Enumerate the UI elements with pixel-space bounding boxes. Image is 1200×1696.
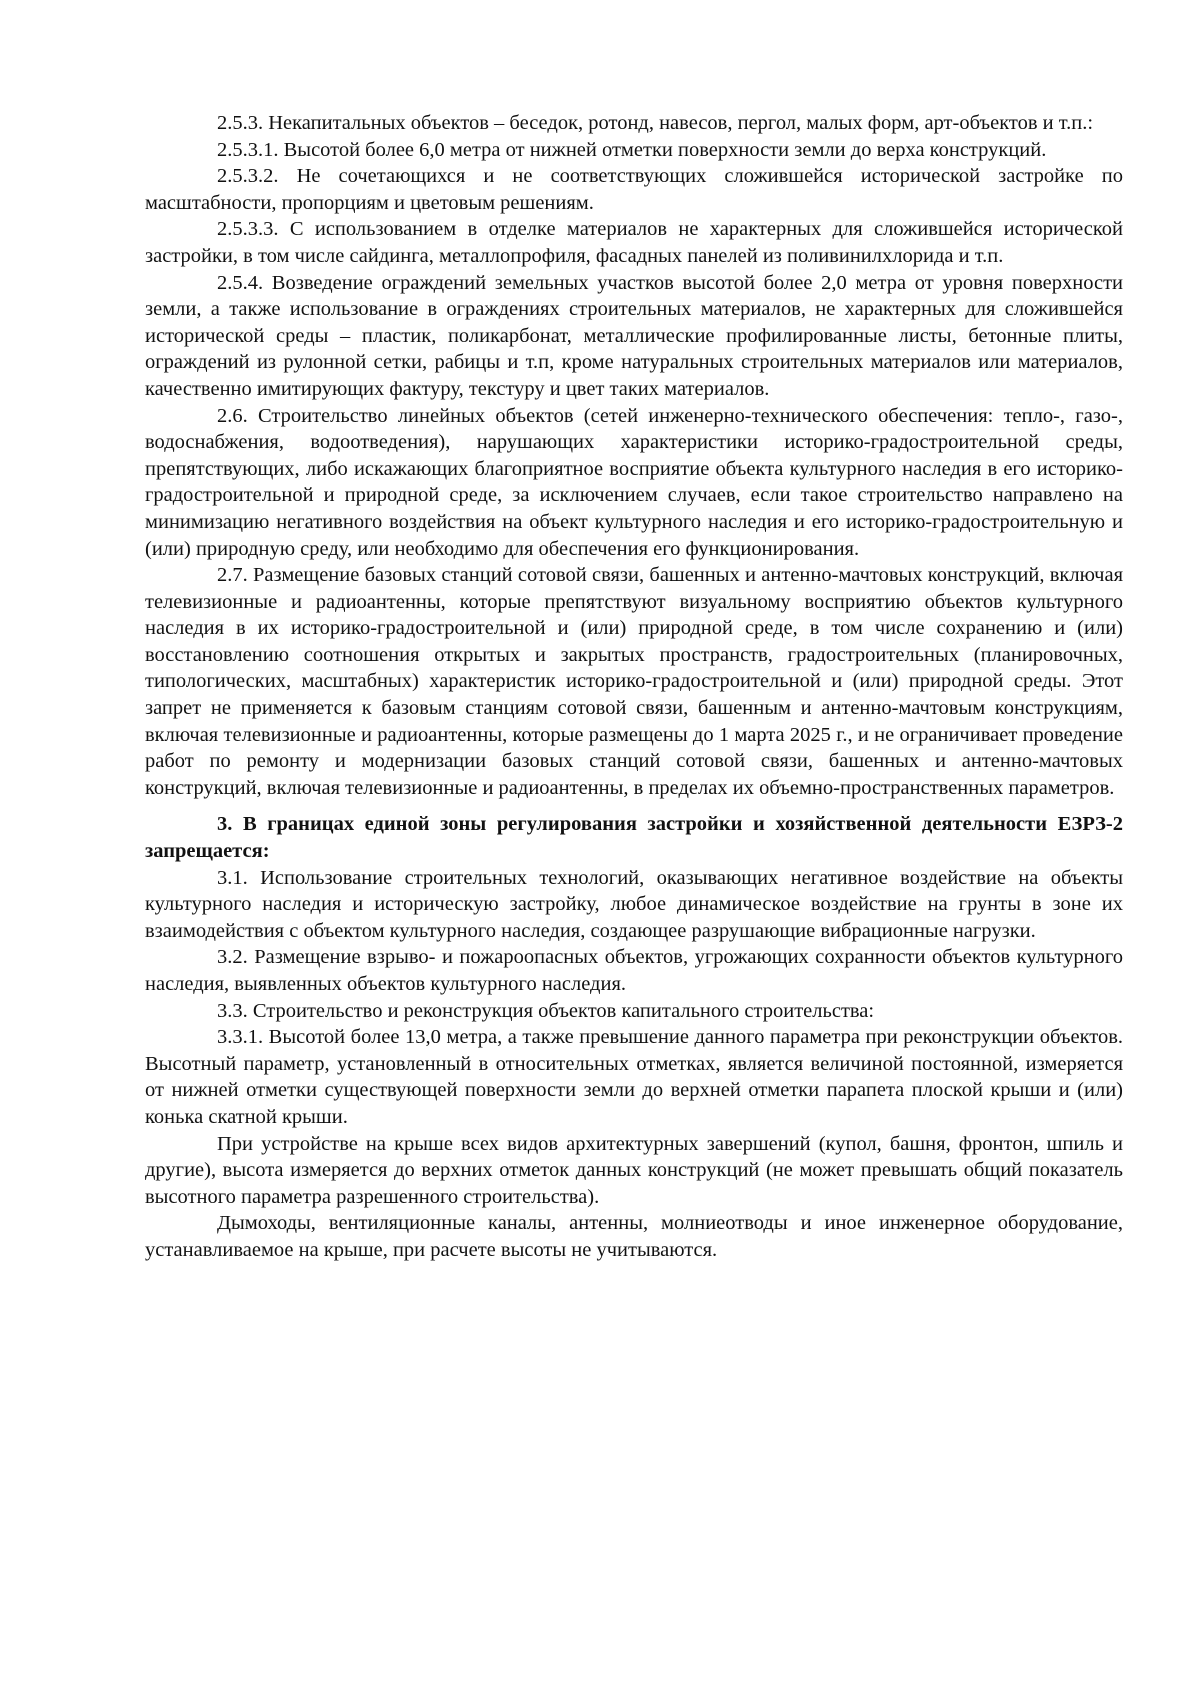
paragraph-3-1: 3.1. Использование строительных технологий, оказывающих негативное воздействие на объекты культурного наследия и историческую застройку, любое динамическое воздействие на грунты в зоне их взаимодействия с объектом культурного наследия, создающее разрушающие вибрационные нагрузки. bbox=[145, 866, 1123, 942]
paragraph-roof-equipment: Дымоходы, вентиляционные каналы, антенны, молниеотводы и иное инженерное оборудование, устанавливаемое на крыше, при расчете высоты не учитываются. bbox=[145, 1212, 1123, 1261]
paragraph-roof-structures: При устройстве на крыше всех видов архитектурных завершений (купол, башня, фронтон, шпиль и другие), высота измеряется до верхних отметок данных конструкций (не может превышать общий показатель высотного параметра разрешенного строительства). bbox=[145, 1132, 1123, 1208]
section-3-heading: 3. В границах единой зоны регулирования застройки и хозяйственной деятельности ЕЗРЗ-2 запрещается: bbox=[145, 813, 1123, 863]
paragraph-2-7: 2.7. Размещение базовых станций сотовой связи, башенных и антенно-мачтовых конструкций, включая телевизионные и радиоантенны, которые препятствуют визуальному восприятию объектов культурного наследия в их историко-градостроительной и (или) природной среде, в том числе сохранению и (или) восстановлению соотношения открытых и закрытых пространств, градостроительных (планировочных, типологических, масштабных) характеристик историко-градостроительной и (или) природной среды. Этот запрет не применяется к базовым станциям сотовой связи, башенным и антенно-мачтовым конструкциям, включая телевизионные и радиоантенны, которые размещены до 1 марта 2025 г., и не ограничивает проведение работ по ремонту и модернизации базовых станций сотовой связи, башенных и антенно-мачтовых конструкций, включая телевизионные и радиоантенны, в пределах их объемно-пространственных параметров. bbox=[145, 564, 1123, 799]
paragraph-3-2: 3.2. Размещение взрыво- и пожароопасных объектов, угрожающих сохранности объектов культурного наследия, выявленных объектов культурного наследия. bbox=[145, 946, 1123, 995]
paragraph-2-5-3-3: 2.5.3.3. С использованием в отделке материалов не характерных для сложившейся исторической застройки, в том числе сайдинга, металлопрофиля, фасадных панелей из поливинилхлорида и т.п. bbox=[145, 218, 1123, 267]
paragraph-2-5-3-1: 2.5.3.1. Высотой более 6,0 метра от нижней отметки поверхности земли до верха конструкций. bbox=[217, 138, 1047, 161]
document-page bbox=[145, 110, 1123, 1264]
paragraph-3-3-1: 3.3.1. Высотой более 13,0 метра, а также превышение данного параметра при реконструкции объектов. Высотный параметр, установленный в относительных отметках, является величиной постоянной, измеряется от нижней отметки существующей поверхности земли до верхней отметки парапета плоской крыши и (или) конька скатной крыши. bbox=[145, 1026, 1123, 1128]
paragraph-2-6: 2.6. Строительство линейных объектов (сетей инженерно-технического обеспечения: тепло-, газо-, водоснабжения, водоотведения), нарушающих характеристики историко-градостроительной среды, препятствующих, либо искажающих благоприятное восприятие объекта культурного наследия в его историко-градостроительной и природной среде, за исключением случаев, если такое строительство направлено на минимизацию негативного воздействия на объект культурного наследия и его историко-градостроительную и (или) природную среду, или необходимо для обеспечения его функционирования. bbox=[145, 404, 1123, 560]
paragraph-2-5-3: 2.5.3. Некапитальных объектов – беседок, ротонд, навесов, пергол, малых форм, арт-объектов и т.п.: bbox=[217, 112, 1094, 134]
paragraph-3-3: 3.3. Строительство и реконструкция объектов капитального строительства: bbox=[217, 999, 875, 1022]
paragraph-2-5-4: 2.5.4. Возведение ограждений земельных участков высотой более 2,0 метра от уровня поверхности земли, а также использование в ограждениях строительных материалов, не характерных для сложившейся исторической среды – пластик, поликарбонат, металлические профилированные листы, бетонные плиты, ограждений из рулонной сетки, рабицы и т.п, кроме натуральных строительных материалов или материалов, качественно имитирующих фактуру, текстуру и цвет таких материалов. bbox=[145, 271, 1123, 400]
paragraph-2-5-3-2: 2.5.3.2. Не сочетающихся и не соответствующих сложившейся исторической застройке по масштабности, пропорциям и цветовым решениям. bbox=[145, 165, 1123, 214]
